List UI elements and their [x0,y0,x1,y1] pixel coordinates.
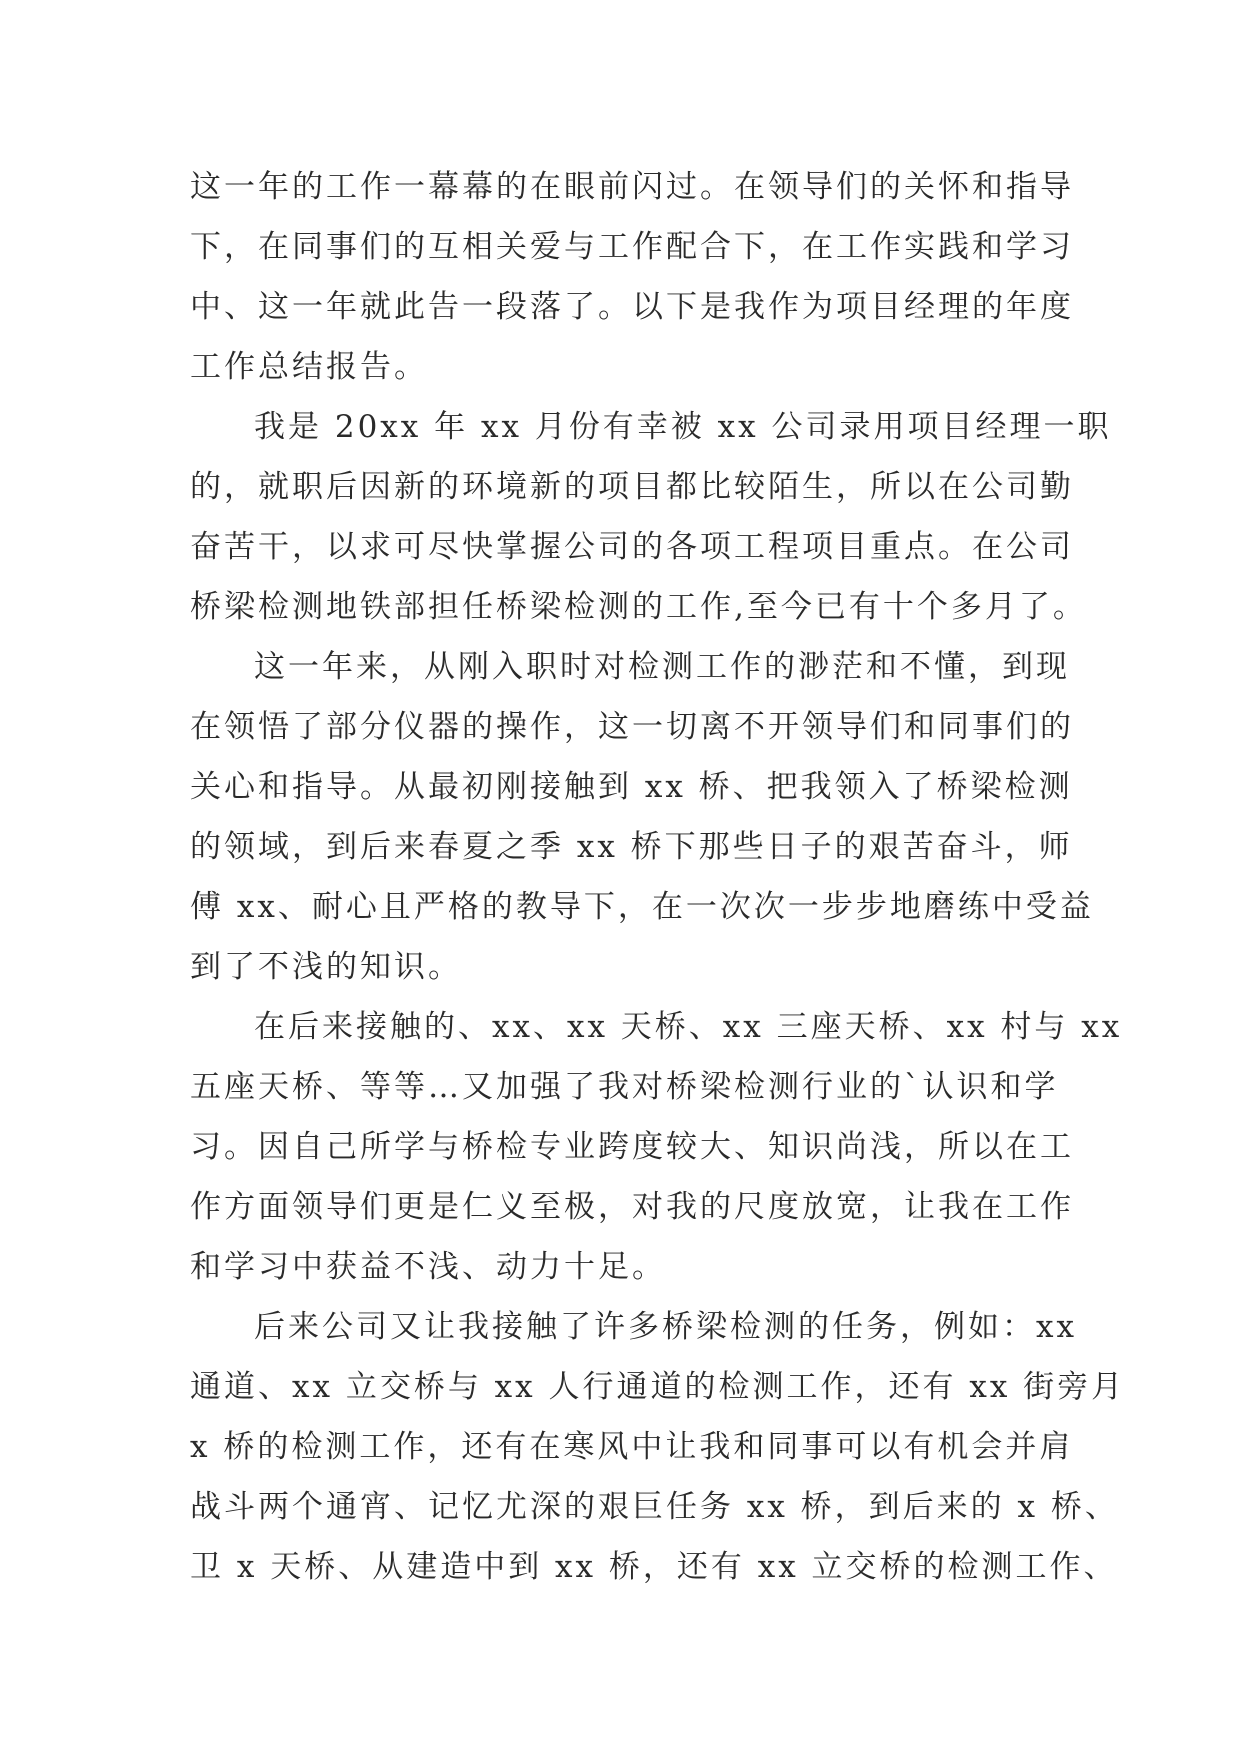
text-line: 这一年的工作一幕幕的在眼前闪过。在领导们的关怀和指导 [190,169,1074,205]
text-line: 在领悟了部分仪器的操作，这一切离不开领导们和同事们的 [190,709,1074,745]
document-body [190,157,1126,1597]
text-line: 下，在同事们的互相关爱与工作配合下，在工作实践和学习 [190,229,1074,265]
text-line: 战斗两个通宵、记忆尤深的艰巨任务 xx 桥，到后来的 x 桥、 [190,1489,1119,1525]
paragraph-first-line: 在后来接触的、xx、xx 天桥、xx 三座天桥、xx 村与 xx [254,1009,1123,1045]
paragraph-first-line: 这一年来，从刚入职时对检测工作的渺茫和不懂，到现 [254,649,1070,685]
text-line: 的领域，到后来春夏之季 xx 桥下那些日子的艰苦奋斗，师 [190,829,1073,865]
text-line: 习。因自己所学与桥检专业跨度较大、知识尚浅，所以在工 [190,1129,1074,1165]
text-line: 和学习中获益不浅、动力十足。 [190,1249,666,1285]
text-line: 奋苦干，以求可尽快掌握公司的各项工程项目重点。在公司 [190,529,1074,565]
text-line: x 桥的检测工作，还有在寒风中让我和同事可以有机会并肩 [190,1429,1074,1465]
text-line: 通道、xx 立交桥与 xx 人行通道的检测工作，还有 xx 街旁月 [190,1369,1126,1405]
paragraph-first-line: 我是 20xx 年 xx 月份有幸被 xx 公司录用项目经理一职 [254,409,1112,445]
text-line: 卫 x 天桥、从建造中到 xx 桥，还有 xx 立交桥的检测工作、 [190,1549,1118,1585]
text-line: 到了不浅的知识。 [190,949,462,985]
text-line: 傅 xx、耐心且严格的教导下，在一次次一步步地磨练中受益 [190,889,1094,925]
text-line: 作方面领导们更是仁义至极，对我的尺度放宽，让我在工作 [190,1189,1074,1225]
text-line: 的，就职后因新的环境新的项目都比较陌生，所以在公司勤 [190,469,1074,505]
paragraph-first-line: 后来公司又让我接触了许多桥梁检测的任务，例如：xx [254,1309,1077,1345]
text-line: 中、这一年就此告一段落了。以下是我作为项目经理的年度 [190,289,1074,325]
text-line: 桥梁检测地铁部担任桥梁检测的工作,至今已有十个多月了。 [190,589,1087,625]
text-line: 关心和指导。从最初刚接触到 xx 桥、把我领入了桥梁检测 [190,769,1073,805]
text-line: 工作总结报告。 [190,349,428,385]
text-line: 五座天桥、等等…又加强了我对桥梁检测行业的`认识和学 [190,1069,1059,1105]
